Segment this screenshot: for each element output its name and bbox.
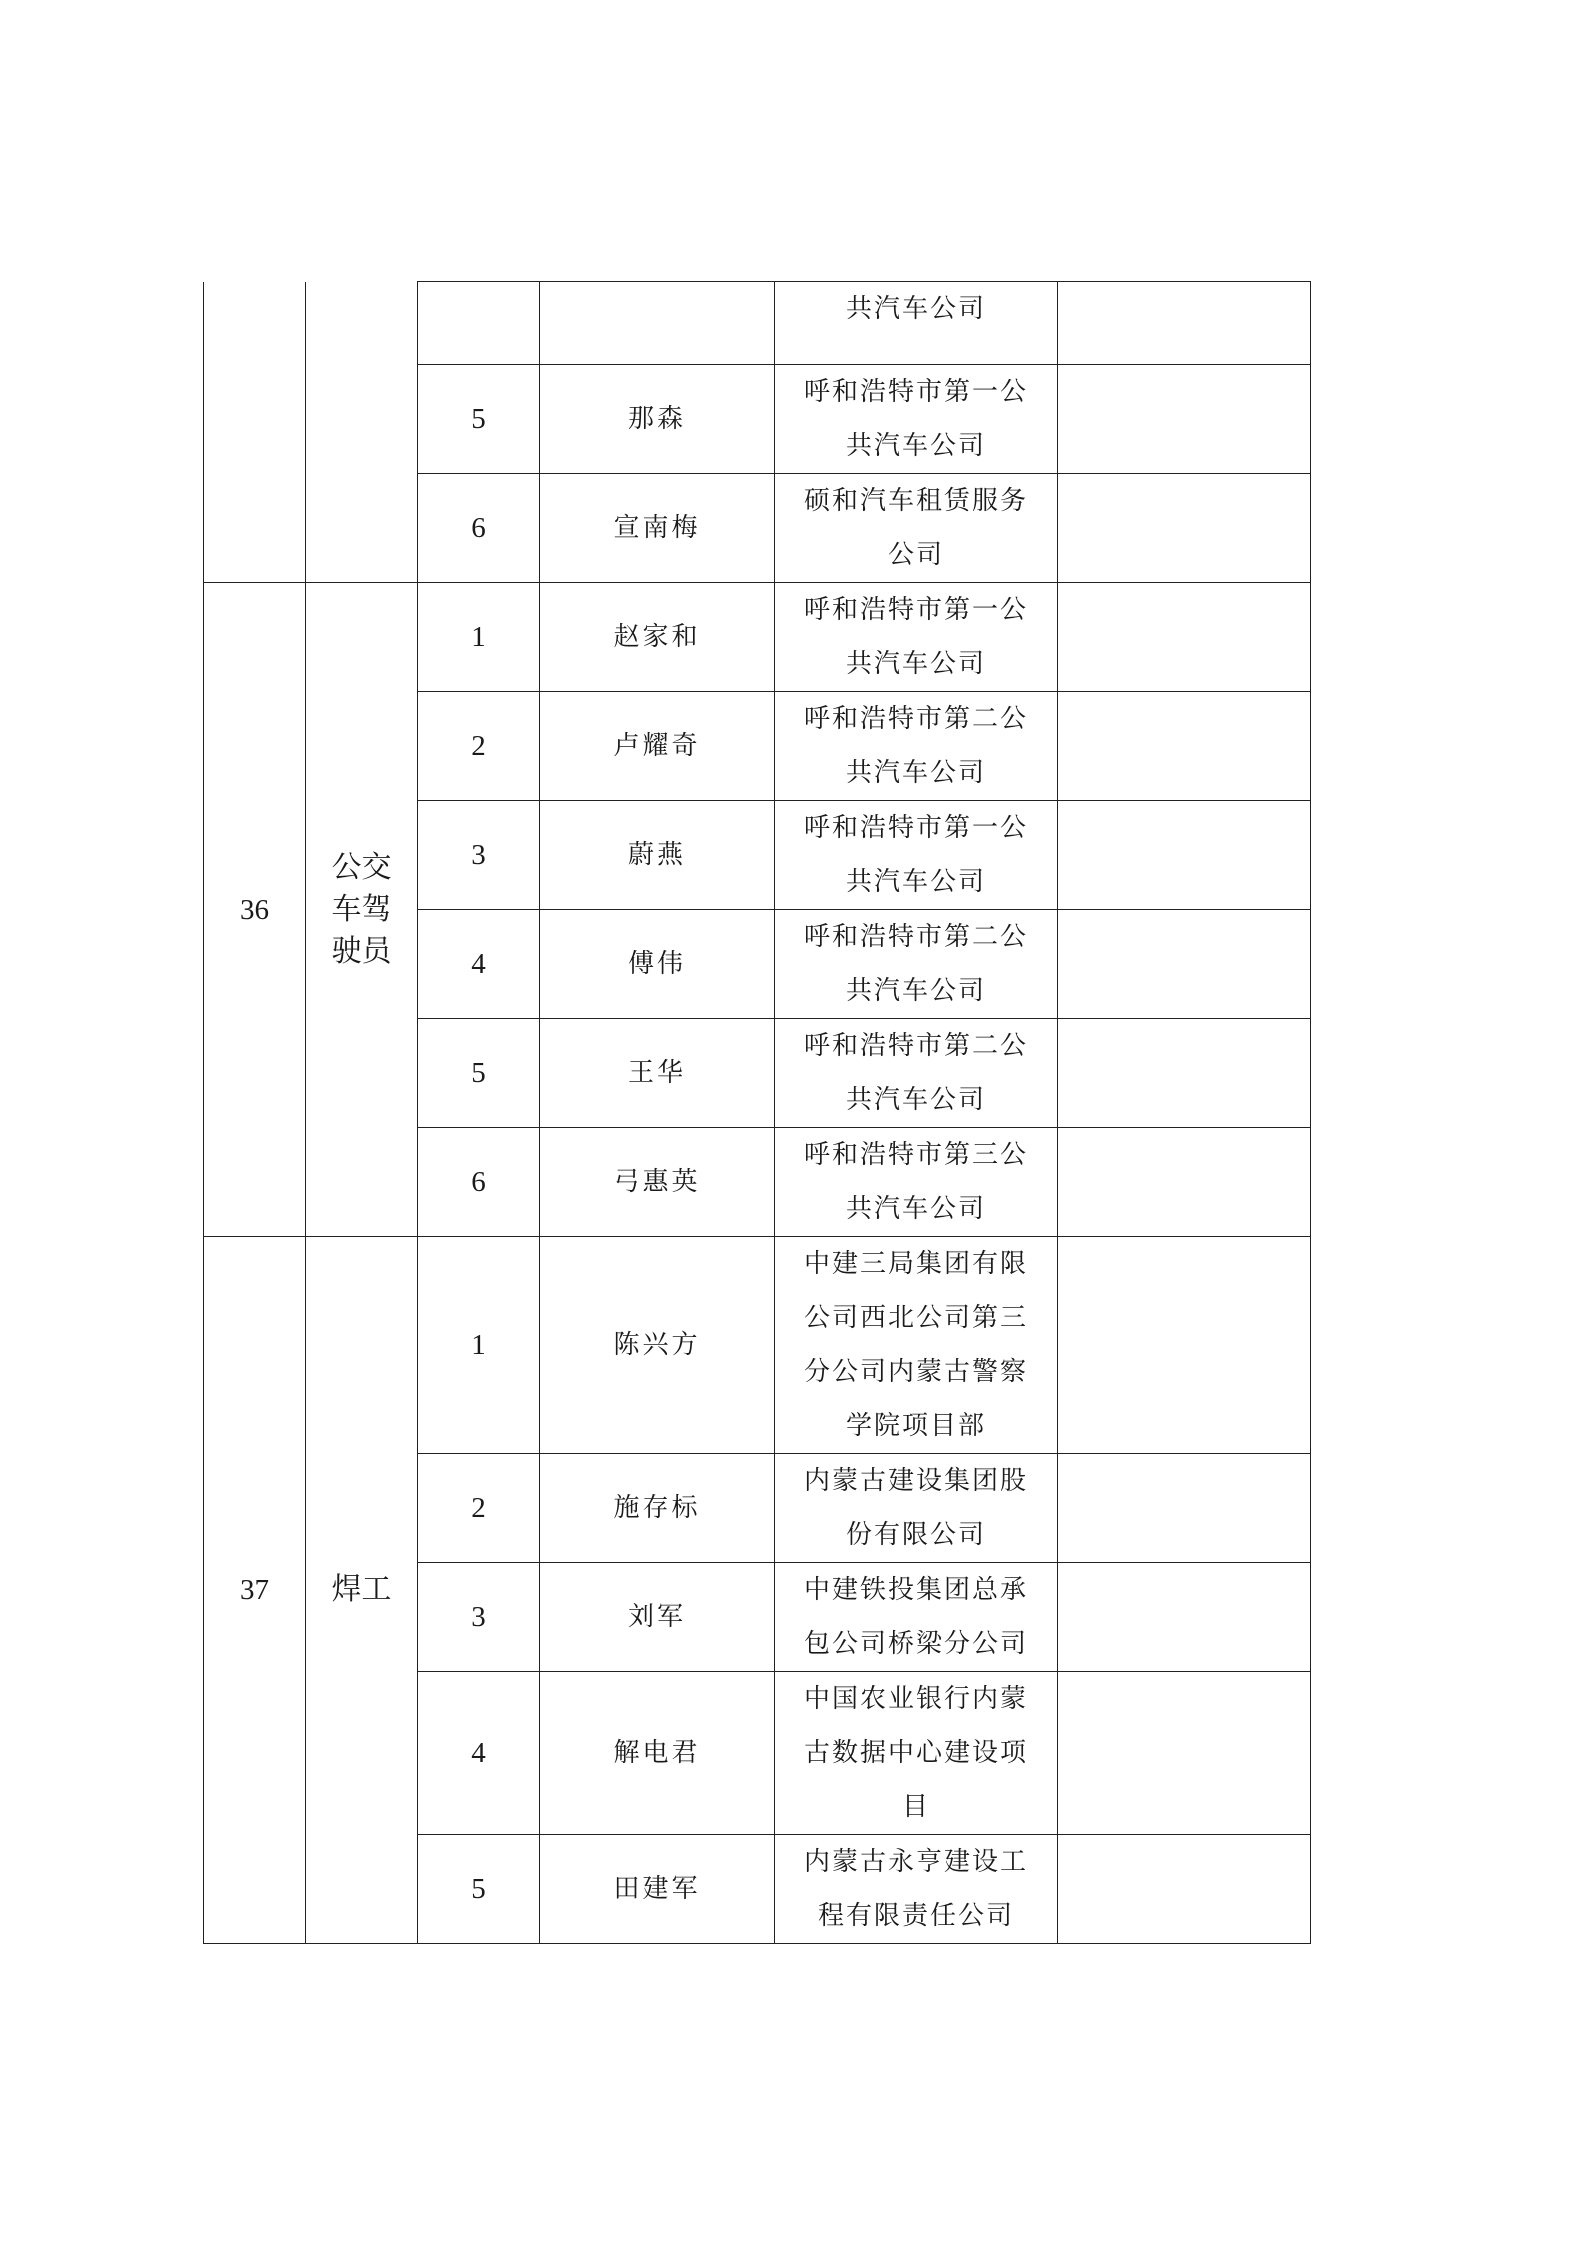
seq-cell: 36 [204, 583, 306, 1237]
index-cell: 6 [418, 474, 540, 583]
index-cell: 3 [418, 1563, 540, 1672]
remark-cell [1058, 910, 1311, 1019]
unit-cell [775, 1237, 1058, 1454]
unit-cell [775, 1128, 1058, 1237]
name-cell [540, 282, 775, 365]
unit-text: 中国农业银行内蒙古数据中心建设项目 [803, 1684, 1028, 1822]
index-cell: 4 [418, 1672, 540, 1835]
remark-cell [1058, 1563, 1311, 1672]
remark-cell [1058, 801, 1311, 910]
unit-text: 中建三局集团有限公司西北公司第三分公司内蒙古警察学院项目部 [803, 1249, 1028, 1441]
trade-text: 焊工 [331, 1572, 392, 1607]
index-cell [418, 282, 540, 365]
unit-text: 呼和浩特市第二公共汽车公司 [803, 922, 1028, 1006]
name-cell: 赵家和 [540, 583, 775, 692]
name-cell: 刘军 [540, 1563, 775, 1672]
seq-cell: 37 [204, 1237, 306, 1944]
remark-cell [1058, 1454, 1311, 1563]
unit-cell [775, 1672, 1058, 1835]
index-cell: 6 [418, 1128, 540, 1237]
index-cell: 2 [418, 1454, 540, 1563]
name-cell: 田建军 [540, 1835, 775, 1944]
remark-cell [1058, 1835, 1311, 1944]
remark-cell [1058, 474, 1311, 583]
index-cell: 5 [418, 365, 540, 474]
unit-text: 呼和浩特市第一公共汽车公司 [803, 595, 1028, 679]
unit-text: 内蒙古建设集团股份有限公司 [803, 1466, 1028, 1550]
unit-cell [775, 910, 1058, 1019]
trade-cell [306, 1237, 418, 1944]
unit-cell [775, 282, 1058, 365]
remark-cell [1058, 1128, 1311, 1237]
unit-text: 内蒙古永亨建设工程有限责任公司 [803, 1847, 1028, 1931]
unit-cell [775, 1019, 1058, 1128]
name-cell: 那森 [540, 365, 775, 474]
unit-text: 硕和汽车租赁服务公司 [803, 486, 1028, 570]
unit-text: 共汽车公司 [845, 294, 986, 324]
name-cell: 陈兴方 [540, 1237, 775, 1454]
remark-cell [1058, 692, 1311, 801]
unit-text: 中建铁投集团总承包公司桥梁分公司 [803, 1575, 1028, 1659]
index-cell: 4 [418, 910, 540, 1019]
remark-cell [1058, 1237, 1311, 1454]
name-cell: 施存标 [540, 1454, 775, 1563]
name-cell: 傅伟 [540, 910, 775, 1019]
unit-cell [775, 692, 1058, 801]
table-row [204, 583, 1311, 692]
unit-text: 呼和浩特市第二公共汽车公司 [803, 1031, 1028, 1115]
unit-text: 呼和浩特市第一公共汽车公司 [803, 377, 1028, 461]
awardee-table [203, 281, 1311, 1944]
unit-cell [775, 1563, 1058, 1672]
index-cell: 5 [418, 1835, 540, 1944]
table-row [204, 1237, 1311, 1454]
table-row [204, 282, 1311, 365]
unit-cell [775, 583, 1058, 692]
remark-cell [1058, 1019, 1311, 1128]
remark-cell [1058, 583, 1311, 692]
name-cell: 蔚燕 [540, 801, 775, 910]
name-cell: 弓惠英 [540, 1128, 775, 1237]
index-cell: 1 [418, 1237, 540, 1454]
unit-cell [775, 1835, 1058, 1944]
unit-text: 呼和浩特市第三公共汽车公司 [803, 1140, 1028, 1224]
name-cell: 卢耀奇 [540, 692, 775, 801]
trade-cell [306, 282, 418, 583]
trade-cell [306, 583, 418, 1237]
index-cell: 1 [418, 583, 540, 692]
remark-cell [1058, 1672, 1311, 1835]
unit-text: 呼和浩特市第二公共汽车公司 [803, 704, 1028, 788]
index-cell: 3 [418, 801, 540, 910]
name-cell: 王华 [540, 1019, 775, 1128]
unit-text: 呼和浩特市第一公共汽车公司 [803, 813, 1028, 897]
name-cell: 宣南梅 [540, 474, 775, 583]
trade-text: 公交车驾驶员 [331, 849, 392, 969]
unit-cell [775, 474, 1058, 583]
unit-cell [775, 1454, 1058, 1563]
index-cell: 5 [418, 1019, 540, 1128]
index-cell: 2 [418, 692, 540, 801]
seq-cell [204, 282, 306, 583]
remark-cell [1058, 282, 1311, 365]
name-cell: 解电君 [540, 1672, 775, 1835]
unit-cell [775, 365, 1058, 474]
remark-cell [1058, 365, 1311, 474]
unit-cell [775, 801, 1058, 910]
